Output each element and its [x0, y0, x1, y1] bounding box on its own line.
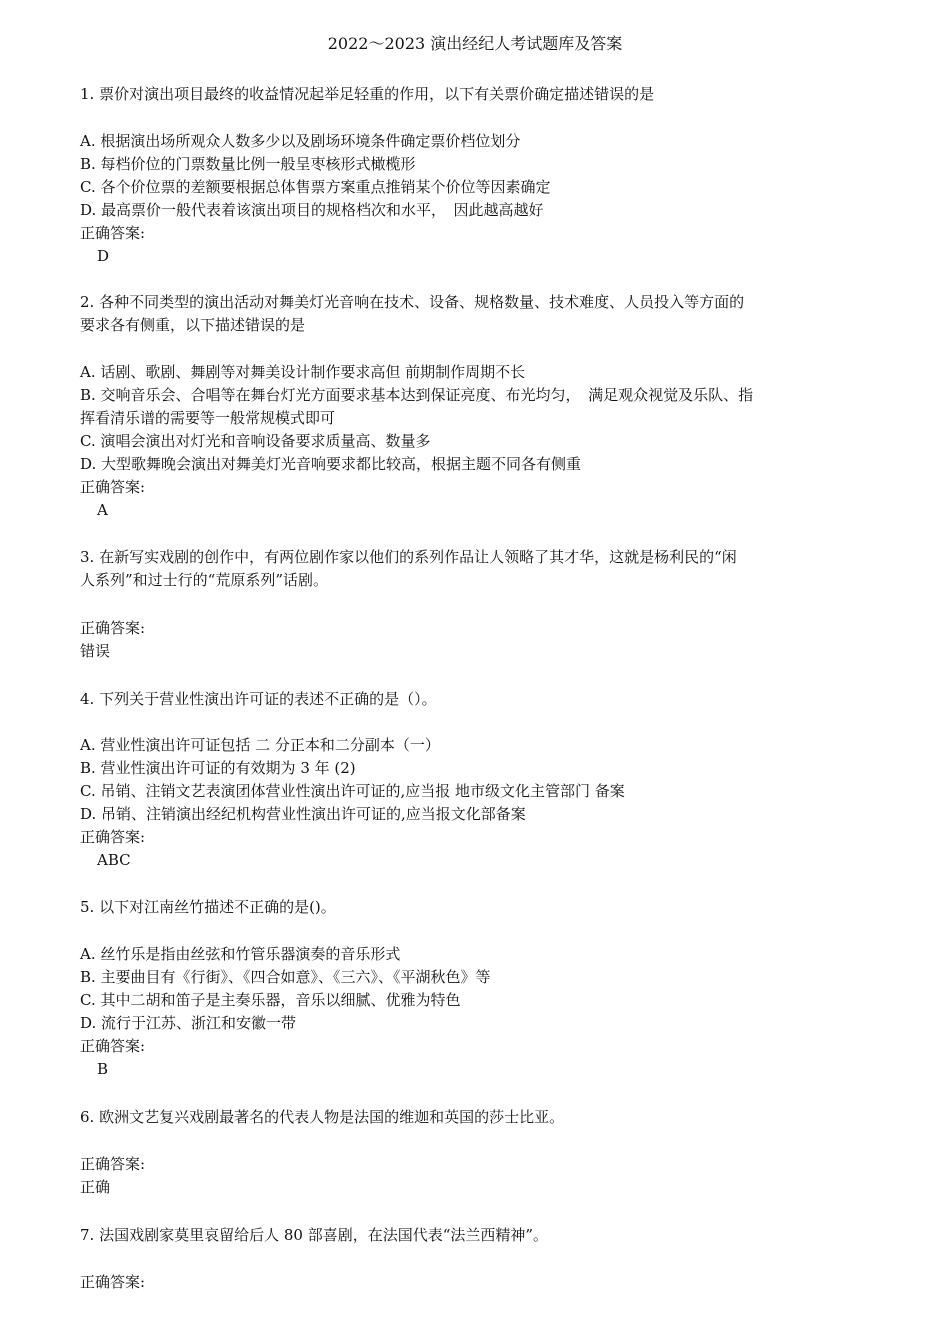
question-1-answer: D: [97, 247, 110, 265]
question-1-option-c: C. 各个价位票的差额要根据总体售票方案重点推销某个价位等因素确定: [80, 178, 551, 196]
question-4-option-d: D. 吊销、注销演出经纪机构营业性演出许可证的,应当报文化部备案: [80, 805, 526, 823]
question-4-option-a: A. 营业性演出许可证包括 二 分正本和二分副本（一）: [80, 736, 440, 754]
question-5-option-a: A. 丝竹乐是指由丝弦和竹管乐器演奏的音乐形式: [80, 945, 401, 963]
question-4-answer: ABC: [97, 851, 131, 869]
question-1-option-a: A. 根据演出场所观众人数多少以及剧场环境条件确定票价档位划分: [80, 132, 521, 150]
question-4-stem-line-1: 4. 下列关于营业性演出许可证的表述不正确的是（）。: [80, 690, 437, 708]
question-2-option-c: C. 演唱会演出对灯光和音响设备要求质量高、数量多: [80, 432, 431, 450]
question-5-option-d: D. 流行于江苏、浙江和安徽一带: [80, 1014, 297, 1032]
question-7-answer-label: 正确答案:: [80, 1273, 146, 1291]
question-5-option-c: C. 其中二胡和笛子是主奏乐器，音乐以细腻、优雅为特色: [80, 991, 461, 1009]
question-2-option-b: B. 交响音乐会、合唱等在舞台灯光方面要求基本达到保证亮度、布光均匀， 满足观众视觉及乐队、指: [80, 386, 754, 404]
question-3-stem-line-1: 3. 在新写实戏剧的创作中，有两位剧作家以他们的系列作品让人领略了其才华，这就是杨利民的“闲: [80, 548, 737, 566]
question-2-answer-label: 正确答案:: [80, 478, 146, 496]
question-1-stem-line-1: 1. 票价对演出项目最终的收益情况起举足轻重的作用，以下有关票价确定描述错误的是: [80, 85, 655, 103]
question-5-answer-label: 正确答案:: [80, 1037, 146, 1055]
question-2-option-b-continued: 挥看清乐谱的需要等一般常规模式即可: [80, 409, 336, 427]
question-1-answer-label: 正确答案:: [80, 224, 146, 242]
question-5-option-b: B. 主要曲目有《行街》、《四合如意》、《三六》、《平湖秋色》等: [80, 968, 491, 986]
question-2-stem-line-2: 要求各有侧重，以下描述错误的是: [80, 316, 306, 334]
question-2-option-d: D. 大型歌舞晚会演出对舞美灯光音响要求都比较高，根据主题不同各有侧重: [80, 455, 582, 473]
question-2-option-a: A. 话剧、歌剧、舞剧等对舞美设计制作要求高但 前期制作周期不长: [80, 363, 526, 381]
question-3-stem-line-2: 人系列”和过士行的“荒原系列”话剧。: [80, 571, 329, 589]
question-3-answer-label: 正确答案:: [80, 619, 146, 637]
question-5-answer: B: [97, 1060, 109, 1078]
question-4-option-c: C. 吊销、注销文艺表演团体营业性演出许可证的,应当报 地市级文化主管部门 备案: [80, 782, 625, 800]
question-6-answer-label: 正确答案:: [80, 1155, 146, 1173]
question-2-answer: A: [97, 501, 108, 519]
question-4-option-b: B. 营业性演出许可证的有效期为 3 年 (2): [80, 759, 356, 777]
document-title: 2022～2023 演出经纪人考试题库及答案: [327, 34, 623, 53]
question-2-stem-line-1: 2. 各种不同类型的演出活动对舞美灯光音响在技术、设备、规格数量、技术难度、人员投入等方面的: [80, 293, 745, 311]
question-6-answer: 正确: [80, 1178, 111, 1196]
question-6-stem-line-1: 6. 欧洲文艺复兴戏剧最著名的代表人物是法国的维迦和英国的莎士比亚。: [80, 1108, 565, 1126]
question-4-answer-label: 正确答案:: [80, 828, 146, 846]
question-1-option-b: B. 每档价位的门票数量比例一般呈枣核形式橄榄形: [80, 155, 416, 173]
question-3-answer: 错误: [80, 642, 111, 660]
question-7-stem-line-1: 7. 法国戏剧家莫里哀留给后人 80 部喜剧，在法国代表“法兰西精神”。: [80, 1226, 549, 1244]
question-5-stem-line-1: 5. 以下对江南丝竹描述不正确的是()。: [80, 898, 336, 916]
question-1-option-d: D. 最高票价一般代表着该演出项目的规格档次和水平， 因此越高越好: [80, 201, 544, 219]
